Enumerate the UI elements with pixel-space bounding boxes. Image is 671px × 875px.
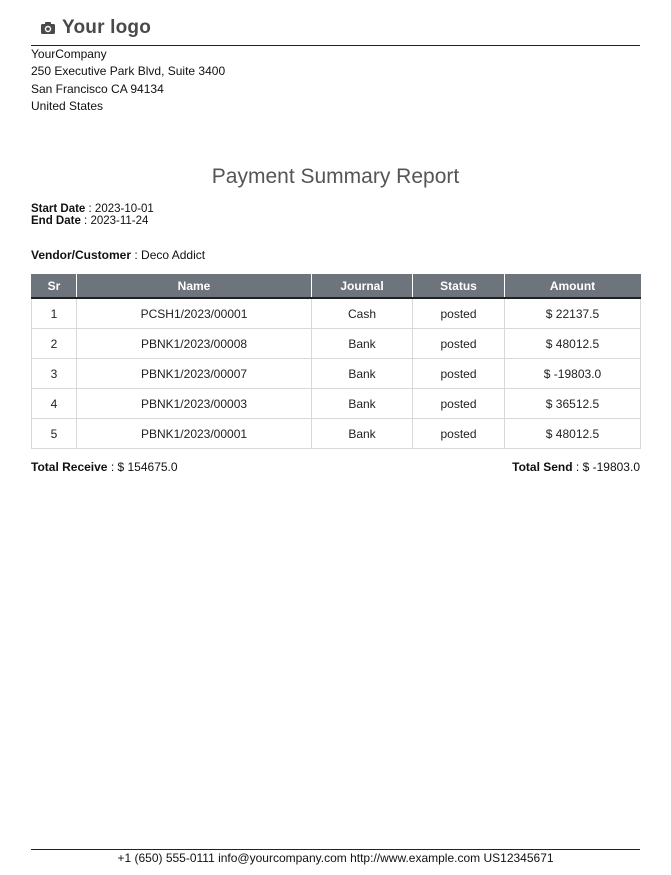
company-address [31, 46, 225, 115]
table-row [32, 298, 641, 329]
address-line-1: 250 Executive Park Blvd, Suite 3400 [31, 64, 226, 79]
cell-name: PCSH1/2023/00001 [77, 298, 312, 329]
cell-journal: Bank [312, 359, 413, 389]
total-receive: Total Receive : $ 154675.0 [31, 460, 178, 474]
address-line-2: San Francisco CA 94134 [31, 81, 164, 96]
cell-journal: Cash [312, 298, 413, 329]
cell-journal: Bank [312, 329, 413, 359]
cell-status: posted [413, 359, 505, 389]
cell-status: posted [413, 419, 505, 449]
logo-text: Your logo [62, 17, 152, 38]
cell-amount: $ 48012.5 [505, 329, 641, 359]
total-send-value: $ -19803.0 [582, 460, 640, 474]
cell-status: posted [413, 298, 505, 329]
table-row [32, 389, 641, 419]
company-name: YourCompany [31, 47, 107, 61]
start-date: Start Date : 2023-10-01 [31, 203, 154, 215]
vendor-customer: Vendor/Customer : Deco Addict [31, 248, 206, 262]
address-country: United States [31, 98, 104, 113]
cell-status: posted [413, 329, 505, 359]
table-header-row [32, 274, 641, 298]
company-logo [40, 16, 151, 40]
cell-name: PBNK1/2023/00008 [77, 329, 312, 359]
cell-amount: $ 22137.5 [505, 298, 641, 329]
total-send-label: Total Send [512, 460, 573, 474]
vendor-label: Vendor/Customer [31, 248, 132, 262]
total-send: Total Send : $ -19803.0 [512, 460, 640, 474]
column-header-journal: Journal [312, 274, 413, 298]
cell-name: PBNK1/2023/00003 [77, 389, 312, 419]
vendor-value: Deco Addict [141, 248, 206, 262]
start-date-label: Start Date [31, 203, 86, 215]
end-date-label: End Date [31, 215, 81, 227]
cell-sr: 5 [32, 419, 77, 449]
column-header-status: Status [413, 274, 505, 298]
cell-status: posted [413, 389, 505, 419]
end-date-value: 2023-11-24 [90, 215, 149, 227]
column-header-sr: Sr [32, 274, 77, 298]
page-title: Payment Summary Report [211, 165, 460, 188]
cell-journal: Bank [312, 419, 413, 449]
end-date: End Date : 2023-11-24 [31, 215, 149, 227]
footer-contact: +1 (650) 555-0111 info@yourcompany.com http://www.example.com US12345671 [117, 851, 554, 865]
cell-sr: 1 [32, 298, 77, 329]
cell-name: PBNK1/2023/00001 [77, 419, 312, 449]
cell-amount: $ 36512.5 [505, 389, 641, 419]
cell-name: PBNK1/2023/00007 [77, 359, 312, 389]
column-header-name: Name [77, 274, 312, 298]
table-row [32, 419, 641, 449]
cell-sr: 4 [32, 389, 77, 419]
cell-sr: 3 [32, 359, 77, 389]
cell-sr: 2 [32, 329, 77, 359]
total-receive-label: Total Receive [31, 460, 108, 474]
table-row [32, 329, 641, 359]
payment-table [31, 274, 641, 449]
total-receive-value: $ 154675.0 [117, 460, 178, 474]
table-row [32, 359, 641, 389]
cell-amount: $ 48012.5 [505, 419, 641, 449]
column-header-amount: Amount [505, 274, 641, 298]
camera-icon [40, 20, 56, 36]
cell-amount: $ -19803.0 [505, 359, 641, 389]
start-date-value: 2023-10-01 [94, 203, 154, 215]
cell-journal: Bank [312, 389, 413, 419]
footer-divider [31, 849, 640, 850]
